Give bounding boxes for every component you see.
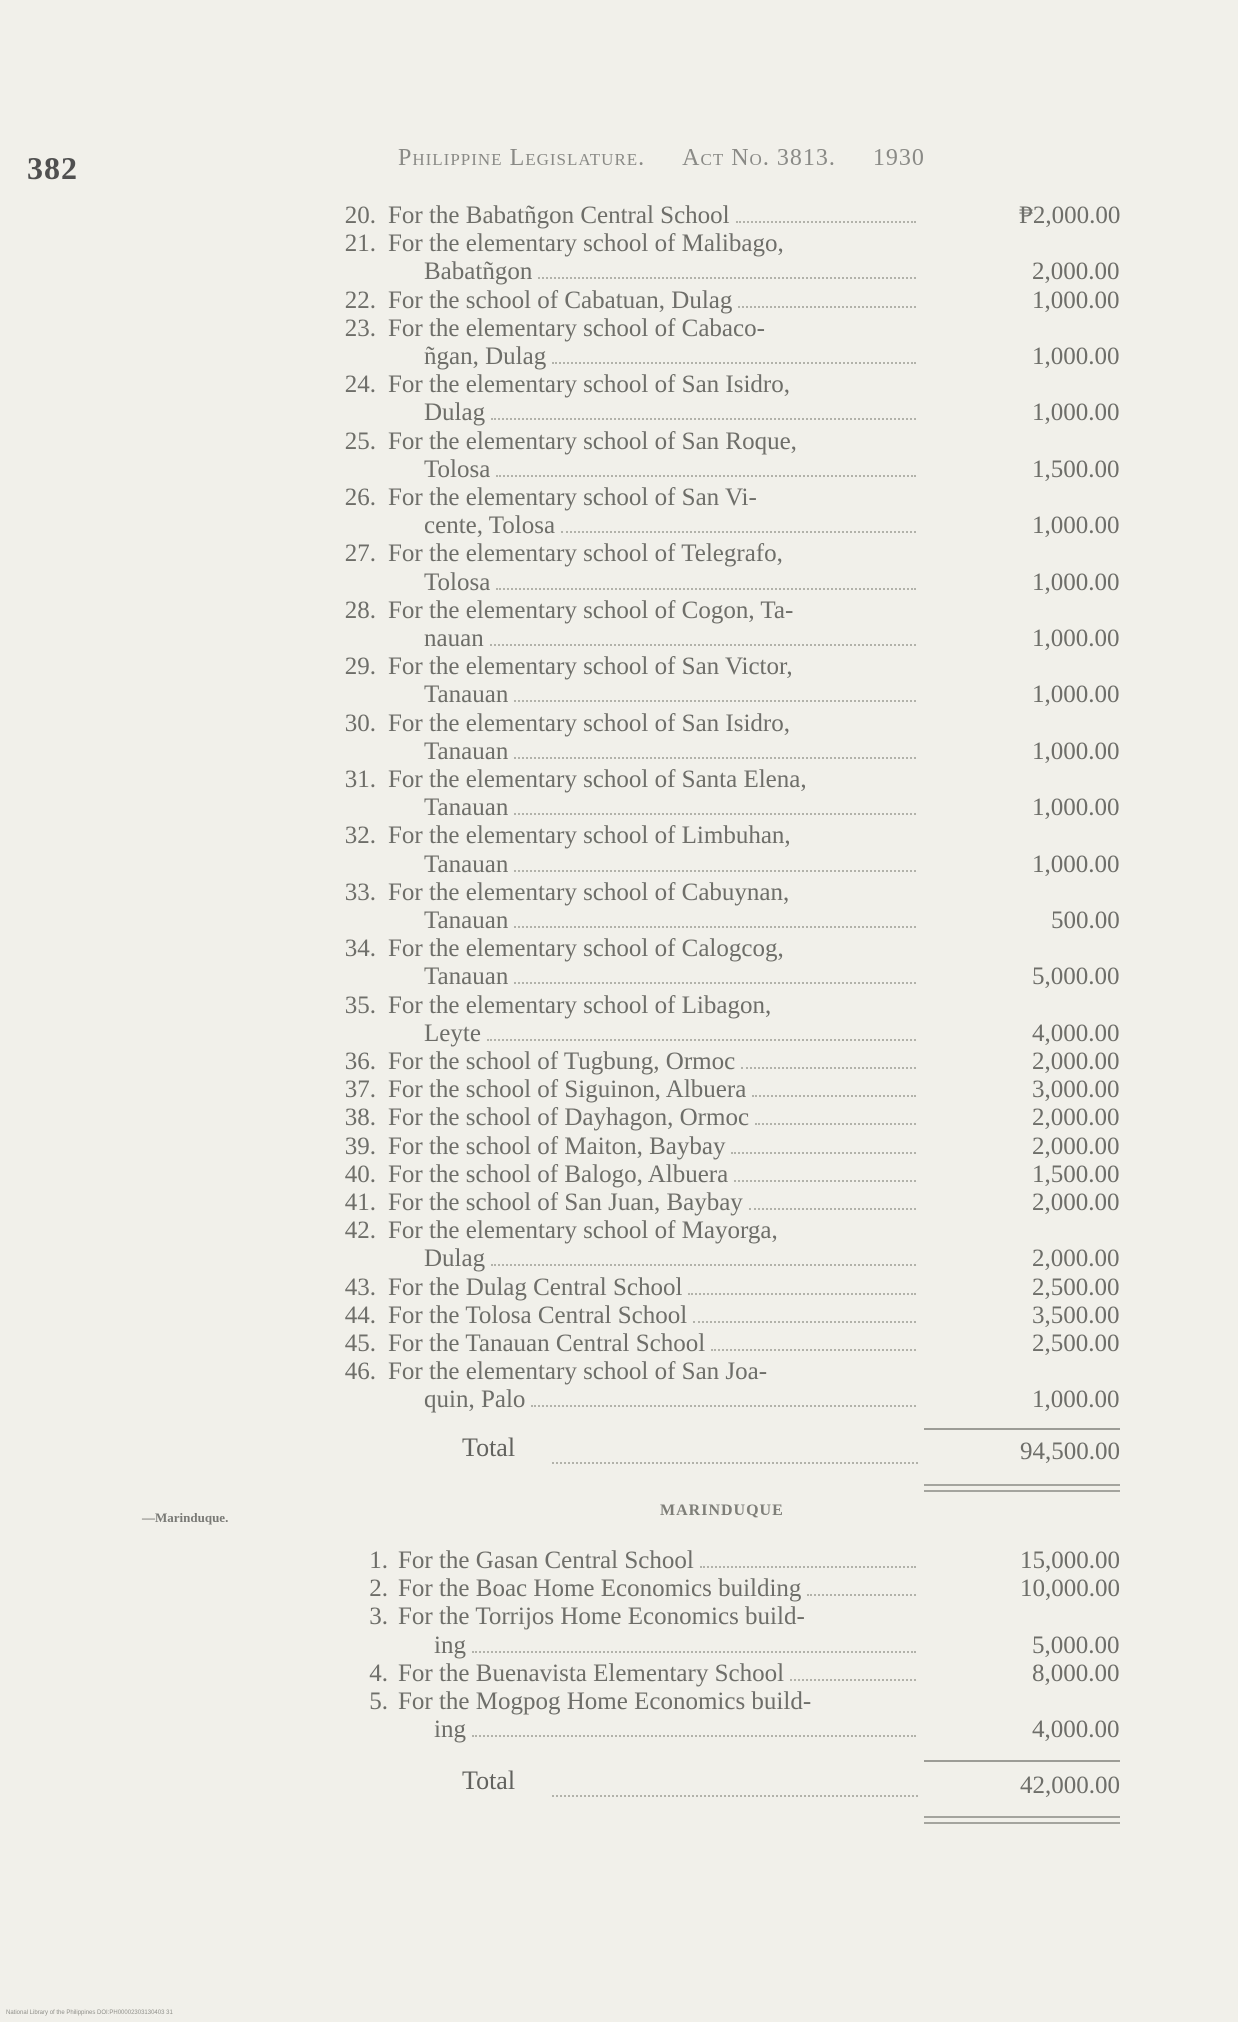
item-text: For the elementary school of Libagon, — [388, 991, 772, 1019]
item-text: For the school of Maiton, Baybay — [388, 1132, 726, 1160]
item-text-line — [424, 569, 916, 597]
item-text-line — [398, 1660, 916, 1688]
item-number: 2. — [369, 1575, 388, 1603]
item-text-line — [388, 822, 791, 850]
item-number: 20. — [344, 202, 376, 229]
item-text: For the elementary school of San Victor, — [388, 653, 793, 681]
item-amount: 1,000.00 — [1032, 794, 1120, 822]
item-amount: 1,000.00 — [1032, 1386, 1120, 1414]
item-text-line — [424, 851, 916, 879]
item-amount: 2,000.00 — [1032, 258, 1120, 286]
item-text-line — [398, 1547, 916, 1575]
section2-total-rule — [924, 1760, 1120, 1762]
item-amount: 5,000.00 — [1032, 963, 1120, 991]
dot-leader — [514, 700, 916, 702]
item-amount: 2,500.00 — [1032, 1273, 1120, 1301]
item-amount: 2,000.00 — [1032, 1245, 1120, 1273]
item-text-line — [388, 1358, 767, 1386]
item-text-line — [388, 1217, 778, 1245]
item-text: Dulag — [424, 1245, 486, 1273]
dot-leader — [688, 1293, 916, 1295]
item-text: Tanauan — [424, 681, 509, 709]
item-text: Tolosa — [424, 455, 491, 483]
item-number: 1. — [369, 1547, 388, 1574]
item-text-line — [388, 1048, 916, 1076]
item-text: quin, Palo — [424, 1386, 526, 1414]
dot-leader — [736, 221, 916, 223]
item-amount: 1,000.00 — [1032, 681, 1120, 709]
item-text: For the school of Tugbung, Ormoc — [388, 1048, 736, 1075]
item-text: Tolosa — [424, 568, 491, 596]
item-text-line — [388, 1104, 916, 1132]
item-text-line — [398, 1603, 805, 1631]
item-text: For the elementary school of Cabaco- — [388, 314, 765, 342]
item-text: nauan — [424, 624, 484, 652]
item-text: For the elementary school of Cogon, Ta- — [388, 596, 794, 624]
item-text: For the school of Cabatuan, Dulag — [388, 286, 733, 314]
section1-total-double-rule-b — [924, 1490, 1120, 1492]
item-text-line — [388, 710, 790, 738]
item-text-line — [424, 681, 916, 709]
dot-leader — [711, 1349, 916, 1351]
item-number: 31. — [344, 766, 376, 793]
item-text-line — [388, 766, 807, 794]
item-number: 39. — [344, 1132, 376, 1160]
item-amount: 1,000.00 — [1032, 399, 1120, 427]
item-text-line — [388, 1161, 916, 1189]
item-text: For the Gasan Central School — [398, 1547, 694, 1574]
dot-leader — [491, 418, 916, 420]
dot-leader — [514, 813, 916, 815]
item-amount: 1,000.00 — [1032, 512, 1120, 540]
item-number: 22. — [344, 286, 376, 314]
running-head — [398, 145, 955, 172]
item-text-line — [424, 907, 916, 935]
act-number: Act No. 3813. — [682, 145, 836, 171]
item-number: 44. — [344, 1301, 376, 1329]
item-text: Leyte — [424, 1019, 481, 1047]
dot-leader — [734, 1180, 916, 1182]
dot-leader — [738, 306, 916, 308]
item-text-line — [424, 512, 916, 540]
item-text-line — [424, 343, 916, 371]
item-text: For the school of Siguinon, Albuera — [388, 1076, 747, 1104]
item-text: For the elementary school of San Joa- — [388, 1358, 768, 1386]
item-text-line — [388, 1274, 916, 1302]
item-text-line — [424, 738, 916, 766]
item-amount: 1,000.00 — [1032, 737, 1120, 765]
dot-leader — [561, 531, 916, 533]
dot-leader — [749, 1208, 916, 1210]
dot-leader — [514, 926, 916, 928]
dot-leader — [514, 982, 916, 984]
item-number: 24. — [344, 371, 376, 399]
section1-total-label: Total — [462, 1433, 516, 1462]
item-text: For the Mogpog Home Economics build- — [398, 1688, 812, 1715]
item-text-line — [388, 992, 771, 1020]
dot-leader — [531, 1405, 916, 1407]
item-number: 35. — [344, 991, 376, 1019]
item-number: 28. — [344, 596, 376, 624]
item-text-line — [424, 1020, 916, 1048]
section-heading: MARINDUQUE — [660, 1502, 784, 1519]
item-text-line — [388, 1302, 916, 1330]
item-amount: 3,500.00 — [1032, 1301, 1120, 1329]
section1-total-double-rule-a — [924, 1484, 1120, 1486]
item-number: 41. — [344, 1189, 376, 1216]
dot-leader — [741, 1067, 916, 1069]
dot-leader — [807, 1594, 916, 1596]
item-amount: ₱2,000.00 — [1019, 202, 1121, 229]
item-text-line — [388, 230, 784, 258]
item-text-line — [388, 202, 916, 230]
item-text-line — [388, 597, 793, 625]
item-text-line — [388, 315, 765, 343]
item-text-line — [388, 935, 784, 963]
section1-total-leader — [552, 1462, 918, 1464]
section1-total-rule — [924, 1428, 1120, 1430]
item-number: 5. — [369, 1688, 388, 1715]
item-number: 34. — [344, 935, 376, 963]
item-number: 27. — [344, 540, 376, 568]
legislature-title: Philippine Legislature. — [398, 145, 646, 171]
item-amount: 8,000.00 — [1032, 1659, 1120, 1687]
section2-total-double-rule-a — [924, 1816, 1120, 1818]
item-text: Dulag — [424, 399, 486, 427]
item-text: For the school of San Juan, Baybay — [388, 1189, 743, 1216]
item-text: For the elementary school of Santa Elena, — [388, 766, 807, 793]
item-text-line — [424, 625, 916, 653]
item-number: 26. — [344, 484, 376, 511]
item-number: 4. — [369, 1659, 388, 1687]
item-text-line — [424, 1386, 916, 1414]
dot-leader — [538, 277, 916, 279]
item-text-line — [424, 399, 916, 427]
item-text: For the Torrijos Home Economics build- — [398, 1603, 805, 1631]
item-text-line — [388, 484, 757, 512]
item-text-line — [434, 1716, 916, 1744]
dot-leader — [491, 1264, 916, 1266]
dot-leader — [731, 1152, 916, 1154]
section2-total-leader — [552, 1795, 918, 1797]
item-text: For the elementary school of Cabuynan, — [388, 878, 790, 906]
item-text-line — [388, 371, 790, 399]
dot-leader — [487, 1039, 916, 1041]
item-text: For the elementary school of San Vi- — [388, 484, 757, 511]
item-text: cente, Tolosa — [424, 512, 556, 540]
item-amount: 4,000.00 — [1032, 1716, 1120, 1744]
item-text-line — [424, 1245, 916, 1273]
item-text: Tanauan — [424, 963, 509, 991]
item-amount: 5,000.00 — [1032, 1631, 1120, 1659]
item-text-line — [388, 653, 793, 681]
item-text: Tanauan — [424, 906, 509, 934]
item-text-line — [388, 287, 916, 315]
item-amount: 2,000.00 — [1032, 1132, 1120, 1160]
item-text-line — [424, 258, 916, 286]
dot-leader — [472, 1735, 916, 1737]
item-text: For the Dulag Central School — [388, 1273, 683, 1301]
item-number: 3. — [369, 1603, 388, 1631]
margin-note: —Marinduque. — [142, 1510, 229, 1525]
item-amount: 3,000.00 — [1032, 1076, 1120, 1104]
dot-leader — [496, 475, 916, 477]
item-text-line — [424, 456, 916, 484]
item-number: 43. — [344, 1273, 376, 1301]
item-number: 46. — [344, 1358, 376, 1386]
item-number: 40. — [344, 1160, 376, 1188]
dot-leader — [514, 870, 916, 872]
item-text: For the elementary school of Limbuhan, — [388, 822, 791, 850]
item-text: For the Tolosa Central School — [388, 1301, 688, 1329]
dot-leader — [700, 1566, 916, 1568]
section2-total-label: Total — [462, 1766, 516, 1795]
item-text: For the Tanauan Central School — [388, 1330, 706, 1357]
item-text-line — [424, 794, 916, 822]
item-number: 45. — [344, 1330, 376, 1357]
section2-total-amount: 42,000.00 — [1020, 1772, 1120, 1799]
item-text: For the elementary school of Mayorga, — [388, 1217, 778, 1245]
item-text: For the Boac Home Economics building — [398, 1575, 802, 1603]
item-text-line — [424, 963, 916, 991]
item-number: 42. — [344, 1217, 376, 1245]
item-text: For the elementary school of San Isidro, — [388, 709, 790, 737]
section1-total-amount: 94,500.00 — [1020, 1438, 1120, 1465]
item-text-line — [388, 1189, 916, 1217]
item-text: ing — [434, 1716, 466, 1744]
dot-leader — [496, 588, 916, 590]
item-number: 21. — [344, 230, 376, 258]
dot-leader — [490, 644, 916, 646]
item-amount: 1,000.00 — [1032, 286, 1120, 314]
dot-leader — [752, 1095, 916, 1097]
item-text: For the Babatñgon Central School — [388, 202, 730, 229]
item-text: For the school of Dayhagon, Ormoc — [388, 1104, 750, 1132]
item-text: For the elementary school of San Isidro, — [388, 371, 790, 399]
dot-leader — [693, 1321, 916, 1323]
item-amount: 1,500.00 — [1032, 1160, 1120, 1188]
item-number: 32. — [344, 822, 376, 850]
item-text-line — [398, 1575, 916, 1603]
item-amount: 1,500.00 — [1032, 455, 1120, 483]
item-text-line — [388, 540, 783, 568]
item-text: ing — [434, 1631, 466, 1659]
item-text: Tanauan — [424, 794, 509, 822]
item-amount: 1,000.00 — [1032, 850, 1120, 878]
item-number: 36. — [344, 1048, 376, 1075]
item-number: 29. — [344, 653, 376, 681]
item-amount: 1,000.00 — [1032, 624, 1120, 652]
item-amount: 2,500.00 — [1032, 1330, 1120, 1357]
dot-leader — [514, 757, 916, 759]
item-text-line — [434, 1632, 916, 1660]
item-text-line — [398, 1688, 811, 1716]
item-amount: 2,000.00 — [1032, 1048, 1120, 1075]
item-text-line — [388, 1076, 916, 1104]
item-text-line — [388, 1133, 916, 1161]
dot-leader — [472, 1651, 916, 1653]
item-amount: 10,000.00 — [1020, 1575, 1120, 1603]
dot-leader — [790, 1679, 916, 1681]
dot-leader — [552, 362, 916, 364]
item-number: 38. — [344, 1104, 376, 1132]
page-number: 382 — [27, 150, 78, 186]
item-text: For the elementary school of San Roque, — [388, 427, 797, 455]
item-text: Tanauan — [424, 850, 509, 878]
item-amount: 2,000.00 — [1032, 1189, 1120, 1216]
item-text-line — [388, 1330, 916, 1358]
item-text: For the elementary school of Telegrafo, — [388, 540, 783, 568]
item-amount: 1,000.00 — [1032, 568, 1120, 596]
item-text-line — [388, 428, 797, 456]
year: 1930 — [872, 145, 925, 171]
item-amount: 1,000.00 — [1032, 342, 1120, 370]
item-amount: 15,000.00 — [1020, 1547, 1120, 1574]
item-text: Babatñgon — [424, 258, 533, 286]
item-number: 37. — [344, 1076, 376, 1104]
item-text: For the elementary school of Malibago, — [388, 230, 784, 258]
item-number: 30. — [344, 709, 376, 737]
item-number: 25. — [344, 427, 376, 455]
item-text: Tanauan — [424, 737, 509, 765]
dot-leader — [755, 1123, 916, 1125]
item-number: 23. — [344, 314, 376, 342]
item-text: ñgan, Dulag — [424, 342, 547, 370]
footer-credit: National Library of the Philippines DOI:PH00002303130403 31 — [6, 2010, 173, 2016]
item-amount: 2,000.00 — [1032, 1104, 1120, 1132]
item-amount: 4,000.00 — [1032, 1019, 1120, 1047]
item-text: For the school of Balogo, Albuera — [388, 1160, 729, 1188]
item-amount: 500.00 — [1051, 906, 1120, 934]
section2-total-double-rule-b — [924, 1822, 1120, 1824]
item-text-line — [388, 879, 789, 907]
item-number: 33. — [344, 878, 376, 906]
item-text: For the Buenavista Elementary School — [398, 1659, 785, 1687]
item-text: For the elementary school of Calogcog, — [388, 935, 784, 963]
